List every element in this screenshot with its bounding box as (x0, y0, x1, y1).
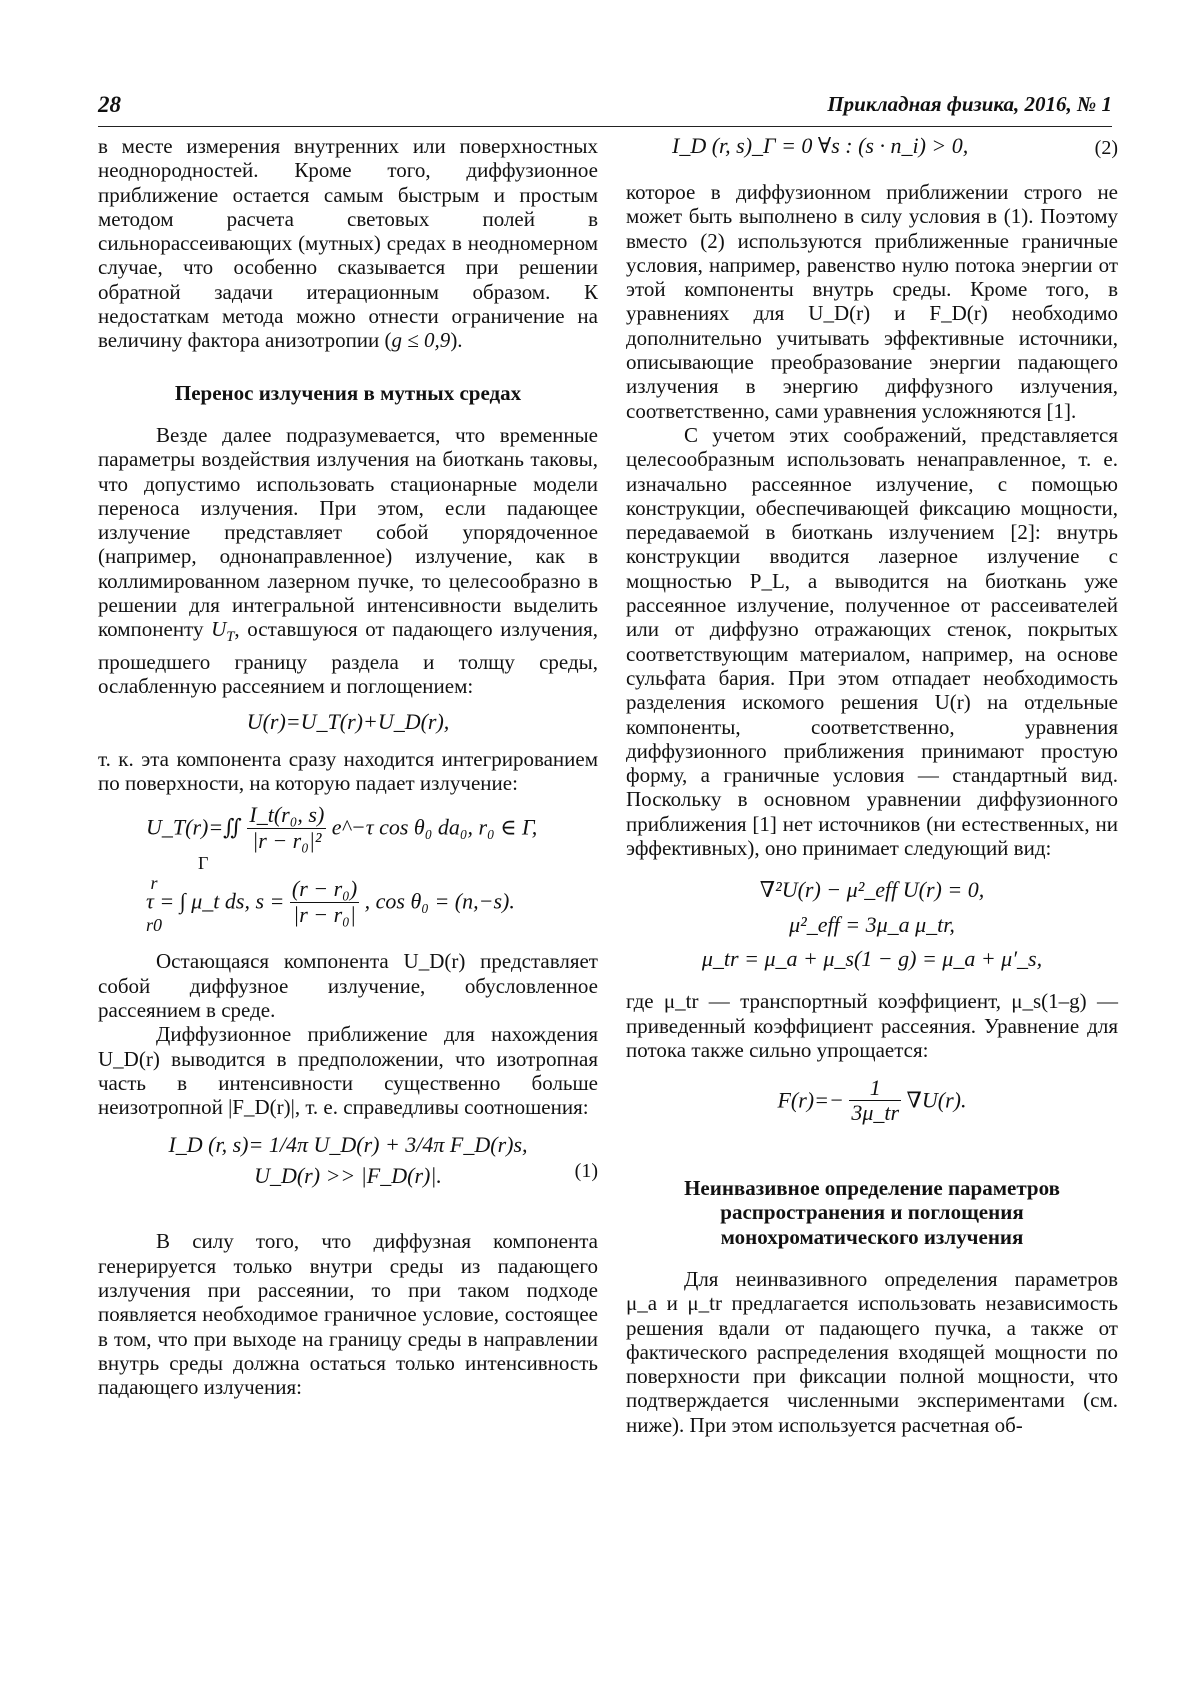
equation-s-fraction: $\frac{\text{(r − r₀)}}{\text{|r − r₀|}}$ (291, 876, 358, 927)
right-column (626, 134, 1118, 1437)
left-paragraph-4: Остающаяся компонента U_D(r) представляет собой диффузное излучение, обусловленное рассеянием в среде. (98, 949, 598, 1022)
equation-tau: r r0 τ = ∫ μ_t ds, s = $\frac{\text{(r − r₀)}}{\text{|r − r₀|}}$ , cos θ₀ = (n,−s). (146, 873, 515, 936)
equation-4: F(r)=− $\frac{1}{3\mu\_tr}$ ∇U(r). (777, 1075, 967, 1126)
equation-3b: μ²_eff = 3μ_a μ_tr, (789, 911, 955, 937)
section-heading-noninvasive-1: Неинвазивное определение параметров (684, 1176, 1060, 1201)
left-paragraph-6: В силу того, что диффузная компонента генерируется только внутри среды из падающего излучения при рассеянии, то при таком подходе появляется необходимое граничное условие, состоящее в том, что при выходе на границу среды в направлении внутрь среды должна остаться только интенсивность падающего излучения: (98, 1229, 598, 1400)
section-heading-transfer: Перенос излучения в мутных средах (174, 380, 522, 405)
right-paragraph-3: где μ_tr — транспортный коэффициент, μ_s(1–g) — приведенный коэффициент рассеяния. Уравнение для потока также сильно упрощается: (626, 989, 1118, 1062)
equation-2: I_D (r, s)_Γ = 0 ∀s : (s · n_i) > 0, (2) (672, 133, 1118, 159)
left-column (98, 134, 598, 1399)
equation-u-sum: U(r)=U_T(r)+U_D(r), (246, 709, 450, 735)
page-header (98, 92, 1112, 126)
page-number: 28 (98, 92, 121, 117)
right-paragraph-4: Для неинвазивного определения параметров μ_a и μ_tr предлагается использовать независимость решения вдали от падающего пучка, а также от фактического распределения входящей мощности по поверхности при фиксации полной мощности, что подтверждается численными экспериментами (см. ниже). При этом используется расчетная об- (626, 1266, 1118, 1437)
left-paragraph-5: Диффузионное приближение для нахождения U_D(r) выводится в предположении, что изотропная часть в интенсивности существенно больше неизотропной |F_D(r)|, т. е. справедливы соотношения: (98, 1022, 598, 1120)
left-paragraph-2: Везде далее подразумевается, что временные параметры воздействия излучения на биоткань таковы, что допустимо использовать стационарные модели переноса излучения. При этом, если падающее излучение представляет собой упорядоченное (например, однонаправленное) излучение, как в коллимированном лазерном пучке, то целесообразно в решении для интегральной интенсивности выделить компоненту $U_T$, оставшуюся от падающего излучения, прошедшего границу раздела и толщу среды, ослабленную рассеянием и поглощением: (98, 422, 598, 699)
equation-3a: ∇²U(r) − μ²_eff U(r) = 0, (759, 877, 985, 903)
equation-1: I_D (r, s)= 1/4π U_D(r) + 3/4π F_D(r)s, U_D(r) >> |F_D(r)|. (1) (168, 1132, 598, 1188)
integral-limits: r r0 (146, 873, 163, 936)
equation-1-number: (1) (574, 1160, 598, 1183)
section-heading-noninvasive-2: распространения и поглощения (720, 1200, 1024, 1225)
equation-ut-domain: Γ (198, 853, 209, 874)
header-rule (98, 126, 1112, 127)
journal-title: Прикладная физика, 2016, № 1 (827, 92, 1112, 116)
equation-3c: μ_tr = μ_a + μ_s(1 − g) = μ_a + μ′_s, (701, 945, 1043, 971)
left-paragraph-1: в месте измерения внутренних или поверхностных неоднородностей. Кроме того, диффузионное приближение остается самым быстрым и простым методом расчета световых полей в сильнорассеивающих (мутных) средах в неодномерном случае, что особенно сказывается при решении обратной задачи итерационным образом. К недостаткам метода можно отнести ограничение на величину фактора анизотропии (g ≤ 0,9). (98, 134, 598, 353)
anisotropy-condition: g ≤ 0,9 (391, 328, 451, 353)
equation-ut-fraction: $\frac{\text{I\_t(r₀, s)}}{\text{|r − r₀|²}}$ (249, 802, 325, 853)
left-paragraph-3: т. к. эта компонента сразу находится интегрированием по поверхности, на которую падает излучение: (98, 746, 598, 796)
equation-ut: U_T(r)=∬ $\frac{\text{I\_t(r₀, s)}}{\text{|r − r₀|²}}$ e^−τ cos θ₀ da₀, r₀ ∈ Γ, (146, 802, 538, 853)
right-paragraph-2: С учетом этих соображений, представляется целесообразным использовать ненаправленное, т. е. изначально рассеянное излучение, с помощью конструкции, обеспечивающей фиксацию мощности, передаваемой в биоткань излучением [2]: внутрь конструкции вводится лазерное излучение с мощностью P_L, а выводится на биоткань уже рассеянное излучение, полученное от рассеивателей или от диффузно отражающих стенок, покрытых соответствующим материалом, например, на основе сульфата бария. При этом отпадает необходимость разделения искомого решения U(r) на отдельные компоненты, соответственно, уравнения диффузионного приближения принимают простую форму, а граничные условия — стандартный вид. Поскольку в основном уравнении диффузионного приближения [1] нет источников (ни естественных, ни эффективных), оно принимает следующий вид: (626, 422, 1118, 861)
section-heading-noninvasive-3: монохроматического излучения (720, 1224, 1024, 1249)
equation-4-fraction: $\frac{1}{3\mu\_tr}$ (851, 1075, 900, 1126)
right-paragraph-1: которое в диффузионном приближении строго не может быть выполнено в силу условия в (1). Поэтому вместо (2) используются приближенные граничные условия, например, равенство нулю потока энергии от этой компоненты внутрь среды. Кроме того, в уравнениях для U_D(r) и F_D(r) необходимо дополнительно учитывать эффективные источники, описывающие преобразование энергии падающего излучения в энергию диффузного излучения, соответственно, сами уравнения усложняются [1]. (626, 180, 1118, 423)
equation-2-number: (2) (1094, 137, 1118, 159)
